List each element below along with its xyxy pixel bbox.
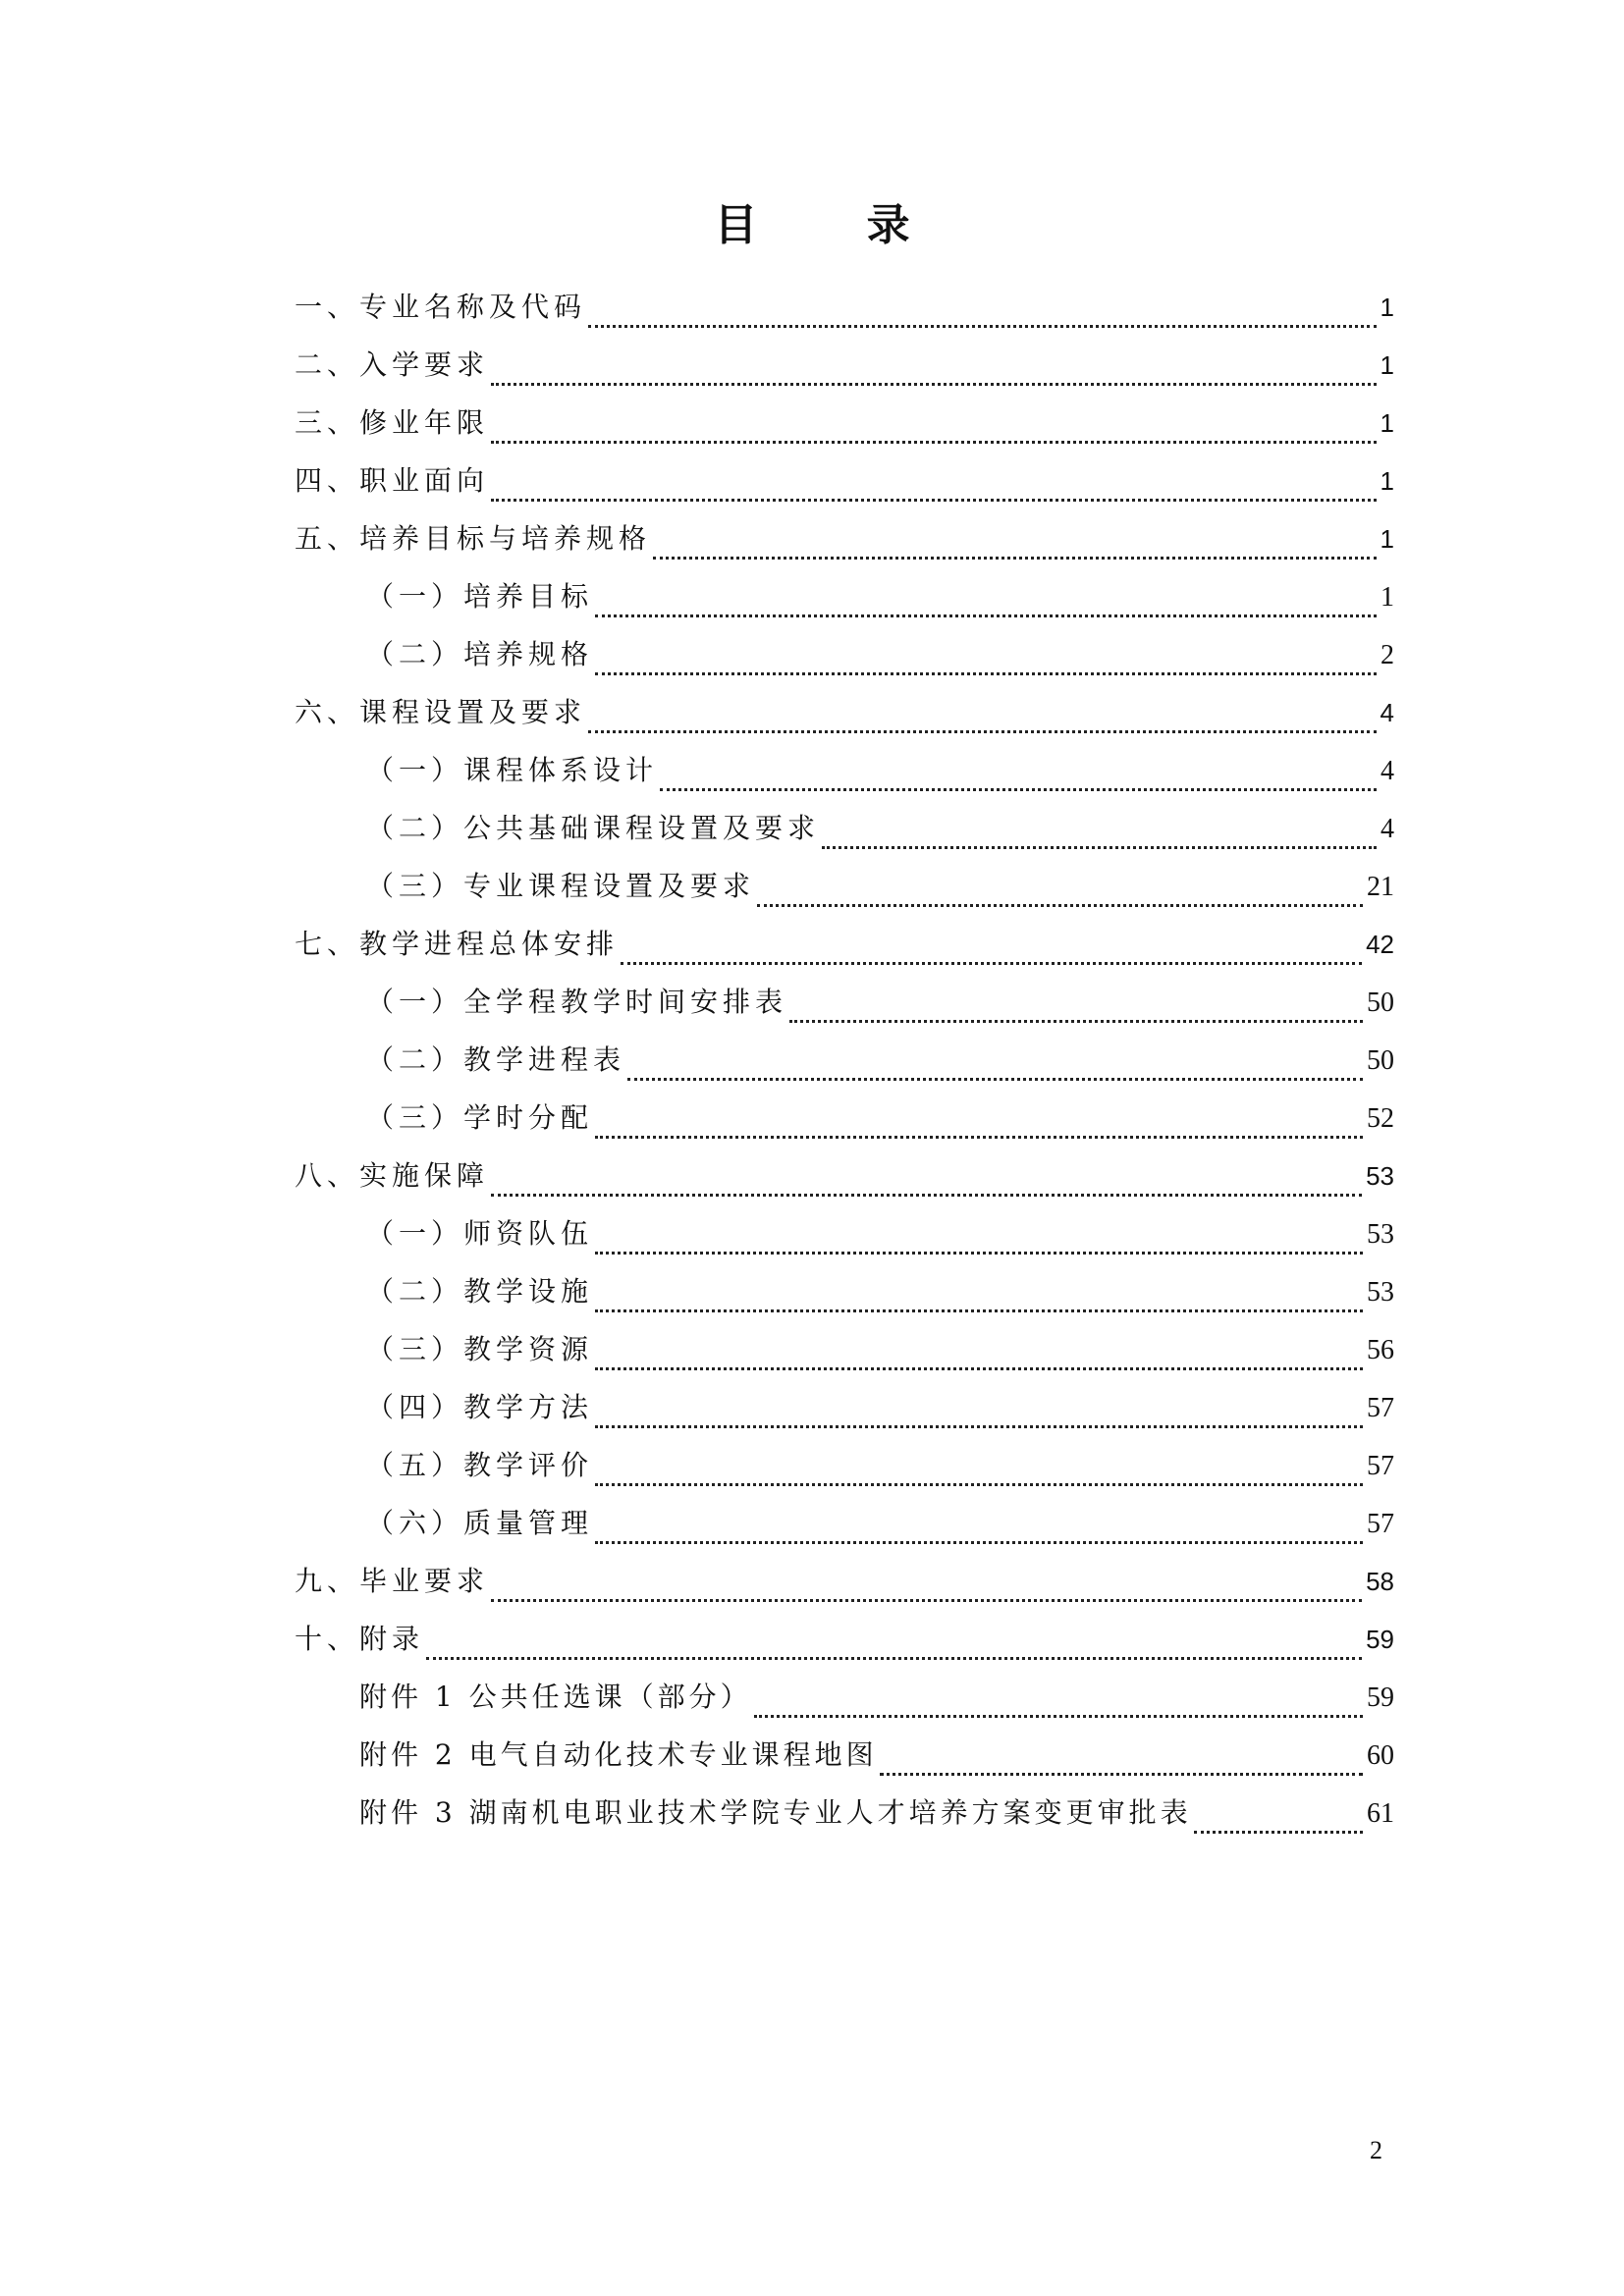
toc-entry-page: 21 xyxy=(1367,872,1394,902)
toc-entry-page: 57 xyxy=(1367,1451,1394,1481)
toc-dot-leader xyxy=(588,325,1377,328)
toc-entry-page: 42 xyxy=(1366,930,1394,959)
toc-entry-page: 1 xyxy=(1380,466,1394,496)
toc-entry[interactable] xyxy=(295,743,1394,801)
toc-entry-page: 4 xyxy=(1380,698,1394,727)
toc-entry-title: 六、课程设置及要求 xyxy=(295,696,587,728)
toc-entry[interactable] xyxy=(295,1264,1394,1322)
toc-entry-title: （四）教学方法 xyxy=(366,1391,594,1423)
toc-entry-title: 附件 2 电气自动化技术专业课程地图 xyxy=(359,1738,878,1771)
page-title: 目 录 xyxy=(714,200,957,250)
toc-entry-page: 1 xyxy=(1380,524,1394,554)
toc-entry-title: （三）教学资源 xyxy=(366,1333,594,1365)
toc-entry-page: 53 xyxy=(1366,1161,1394,1191)
toc-entry-page: 57 xyxy=(1367,1393,1394,1423)
toc-entry-title: （一）师资队伍 xyxy=(366,1217,594,1250)
toc-dot-leader xyxy=(491,1194,1362,1197)
toc-entry-title: 九、毕业要求 xyxy=(295,1565,490,1597)
page-number: 2 xyxy=(1370,2136,1382,2164)
toc-entry-page: 4 xyxy=(1380,814,1394,844)
toc-entry[interactable] xyxy=(295,1554,1394,1612)
toc-entry-page: 1 xyxy=(1380,582,1394,613)
toc-dot-leader xyxy=(595,672,1377,675)
toc-entry[interactable] xyxy=(295,1033,1394,1091)
toc-dot-leader xyxy=(491,441,1377,444)
toc-entry[interactable] xyxy=(295,1786,1394,1843)
toc-entry-title: 四、职业面向 xyxy=(295,464,490,497)
toc-entry[interactable] xyxy=(295,1322,1394,1380)
toc-dot-leader xyxy=(595,1425,1363,1428)
toc-entry[interactable] xyxy=(295,1496,1394,1554)
toc-dot-leader xyxy=(491,383,1377,386)
toc-entry[interactable] xyxy=(295,1206,1394,1264)
toc-dot-leader xyxy=(491,499,1377,502)
toc-dot-leader xyxy=(595,1367,1363,1370)
toc-dot-leader xyxy=(595,1136,1363,1139)
toc-dot-leader xyxy=(621,962,1362,965)
toc-entry[interactable] xyxy=(295,685,1394,743)
toc-dot-leader xyxy=(627,1078,1363,1081)
toc-dot-leader xyxy=(426,1657,1362,1660)
toc-entry-page: 50 xyxy=(1367,1045,1394,1076)
toc-entry-title: （二）培养规格 xyxy=(366,638,594,670)
toc-entry-page: 2 xyxy=(1380,640,1394,670)
toc-entry[interactable] xyxy=(295,1438,1394,1496)
toc-entry[interactable] xyxy=(295,454,1394,511)
toc-entry-page: 59 xyxy=(1367,1682,1394,1713)
toc-dot-leader xyxy=(822,846,1377,849)
toc-entry-page: 1 xyxy=(1380,350,1394,380)
toc-entry-page: 60 xyxy=(1367,1740,1394,1771)
toc-entry-page: 61 xyxy=(1367,1798,1394,1829)
toc-entry[interactable] xyxy=(295,627,1394,685)
toc-dot-leader xyxy=(880,1773,1363,1776)
toc-entry[interactable] xyxy=(295,280,1394,338)
toc-entry-title: （五）教学评价 xyxy=(366,1449,594,1481)
toc-dot-leader xyxy=(595,614,1377,617)
toc-entry[interactable] xyxy=(295,511,1394,569)
toc-entry-title: （六）质量管理 xyxy=(366,1507,594,1539)
toc-entry-title: 五、培养目标与培养规格 xyxy=(295,522,652,555)
toc-entry-page: 59 xyxy=(1366,1625,1394,1654)
toc-entry-title: （三）学时分配 xyxy=(366,1101,594,1134)
toc-entry[interactable] xyxy=(295,338,1394,396)
toc-entry[interactable] xyxy=(295,975,1394,1033)
toc-entry-title: 附件 1 公共任选课（部分） xyxy=(359,1681,752,1713)
toc-entry-title: （三）专业课程设置及要求 xyxy=(366,870,756,902)
toc-entry[interactable] xyxy=(295,1380,1394,1438)
toc-entry[interactable] xyxy=(295,1612,1394,1670)
toc-dot-leader xyxy=(491,1599,1362,1602)
toc-entry[interactable] xyxy=(295,569,1394,627)
toc-entry-title: （一）全学程教学时间安排表 xyxy=(366,986,788,1018)
toc-entry-page: 1 xyxy=(1380,293,1394,322)
toc-entry[interactable] xyxy=(295,1091,1394,1148)
toc-entry-title: 附件 3 湖南机电职业技术学院专业人才培养方案变更审批表 xyxy=(359,1796,1192,1829)
toc-entry-title: 七、教学进程总体安排 xyxy=(295,928,620,960)
toc-entry-page: 58 xyxy=(1366,1567,1394,1596)
toc-entry[interactable] xyxy=(295,1148,1394,1206)
toc-dot-leader xyxy=(595,1309,1363,1312)
toc-entry[interactable] xyxy=(295,917,1394,975)
toc-entry-title: 八、实施保障 xyxy=(295,1159,490,1192)
toc-entry-title: （二）公共基础课程设置及要求 xyxy=(366,812,821,844)
toc-entry-page: 4 xyxy=(1380,756,1394,786)
toc-dot-leader xyxy=(588,730,1377,733)
toc-entry-page: 1 xyxy=(1380,408,1394,438)
toc-entry-page: 53 xyxy=(1367,1277,1394,1308)
toc-dot-leader xyxy=(660,788,1377,791)
toc-entry-page: 52 xyxy=(1367,1103,1394,1134)
toc-entry-title: （一）培养目标 xyxy=(366,580,594,613)
toc-entry-page: 50 xyxy=(1367,988,1394,1018)
toc-entry-title: 二、入学要求 xyxy=(295,348,490,381)
table-of-contents xyxy=(295,280,1394,1843)
toc-entry-page: 53 xyxy=(1367,1219,1394,1250)
toc-dot-leader xyxy=(653,557,1377,560)
toc-entry-title: （二）教学进程表 xyxy=(366,1043,626,1076)
toc-entry[interactable] xyxy=(295,396,1394,454)
toc-entry[interactable] xyxy=(295,859,1394,917)
toc-dot-leader xyxy=(757,904,1363,907)
toc-entry-page: 56 xyxy=(1367,1335,1394,1365)
toc-entry[interactable] xyxy=(295,1670,1394,1728)
toc-entry-title: （二）教学设施 xyxy=(366,1275,594,1308)
toc-dot-leader xyxy=(789,1020,1363,1023)
toc-entry[interactable] xyxy=(295,801,1394,859)
toc-entry[interactable] xyxy=(295,1728,1394,1786)
toc-dot-leader xyxy=(595,1483,1363,1486)
toc-dot-leader xyxy=(595,1541,1363,1544)
toc-entry-title: 十、附录 xyxy=(295,1623,425,1655)
toc-entry-page: 57 xyxy=(1367,1509,1394,1539)
toc-entry-title: 三、修业年限 xyxy=(295,406,490,439)
toc-dot-leader xyxy=(1194,1831,1363,1834)
toc-entry-title: 一、专业名称及代码 xyxy=(295,291,587,323)
toc-entry-title: （一）课程体系设计 xyxy=(366,754,659,786)
toc-dot-leader xyxy=(754,1715,1363,1718)
toc-dot-leader xyxy=(595,1252,1363,1255)
